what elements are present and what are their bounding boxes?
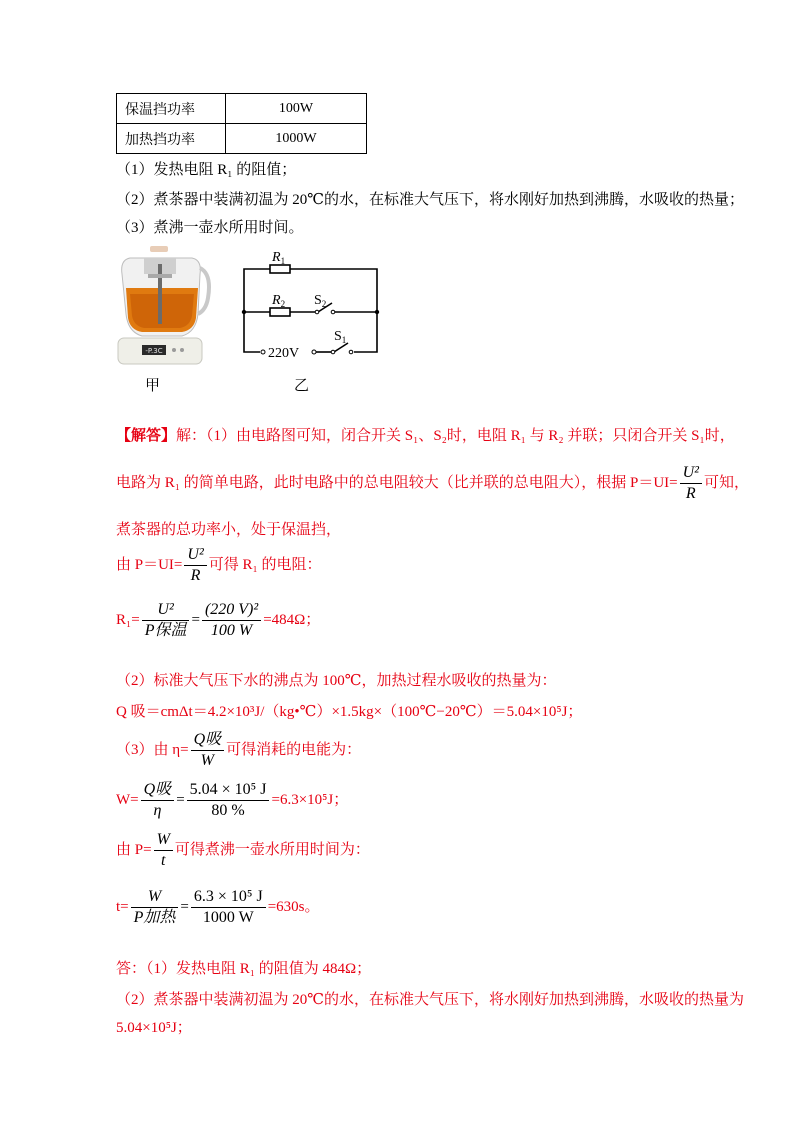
answer-text: 电路为 R₁ 的简单电路，此时电路中的总电阻较大（比并联的总电阻大），根据 P＝UI=	[116, 474, 678, 491]
fraction: $\frac{\text{(220 V)²}}{100 W}$	[202, 600, 261, 641]
answer-summary-1: 答：（1）发热电阻 R₁ 的阻值为 484Ω；	[116, 961, 372, 977]
answer-line-8	[116, 730, 361, 771]
circuit-diagram	[236, 244, 386, 360]
label-r1: $R_1$	[272, 250, 286, 266]
tea-kettle-image	[112, 244, 212, 370]
question-2: （2）煮茶器中装满初温为 20℃的水，在标准大气压下，将水刚好加热到沸腾，水吸收的热量；	[116, 192, 745, 208]
label-s2: $S_2$	[314, 293, 327, 309]
answer-text: 可得消耗的电能为：	[226, 741, 362, 758]
answer-text: 可知，	[703, 474, 749, 491]
question-1: （1）发热电阻 R₁ 的阻值；	[116, 162, 297, 178]
answer-text: 可得 R₁ 的电阻：	[208, 556, 322, 573]
fraction: $\frac{\text{Q吸}}{\eta}$	[141, 780, 175, 821]
fraction: $\frac{\text{5.04 × 10⁵ J}}{80 \%}$	[187, 780, 270, 821]
answer-text: W=	[116, 791, 139, 808]
answer-line-10	[116, 830, 370, 871]
answer-line-5: R₁= $\frac{\text{U²}}{\text{P保温}}$ = $\frac{\text{(220 V)²}}{100 W}$ =484Ω；	[116, 601, 321, 639]
label-voltage: 220V	[268, 346, 300, 360]
fraction: $\frac{\text{U²}}{\text{P保温}}$	[142, 600, 190, 641]
answer-text: =484Ω；	[263, 611, 321, 628]
fraction: $\frac{\text{U²}}{R}$	[184, 545, 206, 586]
answer-text: （3）由 η=	[116, 741, 189, 758]
answer-line-3: 煮茶器的总功率小，处于保温挡，	[116, 522, 342, 538]
figure-caption-left: 甲	[145, 378, 161, 394]
fraction: $\frac{\text{6.3 × 10⁵ J}}{1000 W}$	[191, 887, 266, 928]
table-row	[117, 124, 367, 154]
fraction: $\frac{\text{U²}}{R}$	[680, 463, 702, 504]
answer-text: t=	[116, 898, 129, 915]
table-cell-label: 保温挡功率	[117, 94, 226, 124]
answer-text: R₁=	[116, 611, 140, 628]
answer-line-11: t= $\frac{W}{\text{P加热}}$ = $\frac{\text{6.3 × 10⁵ J}}{1000 W}$ =630s。	[116, 888, 320, 926]
label-r2: $R_2$	[272, 293, 286, 309]
spec-table	[116, 93, 367, 154]
answer-line-2	[116, 463, 749, 504]
answer-summary-2a: （2）煮茶器中装满初温为 20℃的水，在标准大气压下，将水刚好加热到沸腾，水吸收的热量为	[116, 992, 745, 1008]
answer-line-6: （2）标准大气压下水的沸点为 100℃，加热过程水吸收的热量为：	[116, 673, 557, 689]
answer-text: 由 P＝UI=	[116, 556, 183, 573]
table-row	[117, 94, 367, 124]
answer-line-1	[116, 424, 735, 445]
kettle-display: -P.3C	[145, 347, 163, 355]
answer-text: 由 P=	[116, 841, 152, 858]
question-3: （3）煮沸一壶水所用时间。	[116, 220, 304, 236]
answer-text: 解：（1）由电路图可知，闭合开关 S₁、S₂时，电阻 R₁ 与 R₂ 并联；只闭合开关 S₁时，	[176, 428, 735, 444]
answer-summary-2b: 5.04×10⁵J；	[116, 1020, 192, 1036]
answer-tag: 【解答】	[116, 428, 177, 444]
answer-text: 可得煮沸一壶水所用时间为：	[174, 841, 370, 858]
fraction: $\frac{W}{\text{P加热}}$	[131, 887, 179, 928]
label-s1: $S_1$	[334, 329, 347, 345]
answer-line-4	[116, 545, 322, 586]
fraction: $\frac{W}{t}$	[154, 830, 173, 871]
answer-line-7: Q 吸＝cmΔt＝4.2×10³J/（kg•℃）×1.5kg×（100℃−20℃）＝5.04×10⁵J；	[116, 704, 583, 720]
answer-line-9: W= $\frac{\text{Q吸}}{\eta}$ = $\frac{\text{5.04 × 10⁵ J}}{80 \%}$ =6.3×10⁵J；	[116, 781, 349, 819]
answer-text: =630s。	[267, 898, 320, 915]
figure-caption-right: 乙	[294, 378, 310, 394]
table-cell-value: 100W	[226, 94, 367, 124]
table-cell-value: 1000W	[226, 124, 367, 154]
answer-text: =6.3×10⁵J；	[271, 791, 349, 808]
fraction: $\frac{\text{Q吸}}{W}$	[191, 730, 225, 771]
table-cell-label: 加热挡功率	[117, 124, 226, 154]
